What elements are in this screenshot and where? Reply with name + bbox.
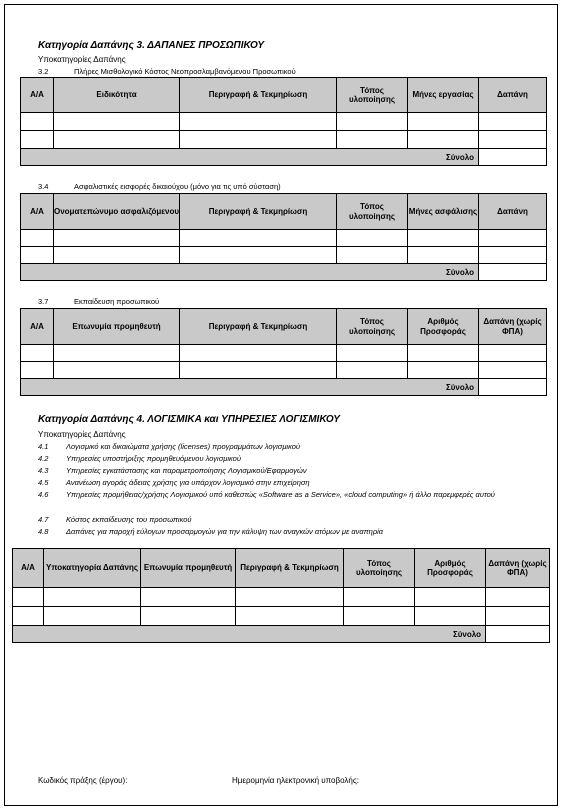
- table-cell[interactable]: [141, 607, 236, 626]
- table-cell[interactable]: [415, 607, 486, 626]
- table-row: [21, 113, 547, 131]
- table-row: [21, 131, 547, 149]
- table-cell[interactable]: [180, 113, 337, 131]
- staff-salary-table: [20, 77, 547, 166]
- subcategory-text: Ανανέωση αγοράς άδειας χρήσης για υπάρχον λογισμικό στην επιχείρηση: [66, 478, 310, 487]
- subcategory-text: Υπηρεσίες προμήθειας/χρήσης Λογισμικού υπό καθεστώς «Software as a Service», «cloud computing» ή άλλο παρεμφερές αυτού: [66, 490, 495, 499]
- table-row: [21, 345, 547, 362]
- subcategory-number: 4.7: [38, 515, 49, 524]
- section-title: Πλήρες Μισθολογικό Κόστος Νεοπροσλαμβανόμενου Προσωπικού: [74, 67, 296, 76]
- table-cell[interactable]: [180, 131, 337, 149]
- total-label: Σύνολο: [21, 379, 479, 396]
- table-row: [21, 247, 547, 264]
- total-label: Σύνολο: [13, 626, 486, 643]
- section-number: 3.4: [38, 182, 49, 191]
- table-cell[interactable]: [344, 607, 415, 626]
- table-cell[interactable]: [21, 247, 54, 264]
- table-cell[interactable]: [13, 607, 44, 626]
- column-header: Περιγραφή & Τεκμηρίωση: [180, 194, 337, 230]
- table-cell[interactable]: [337, 247, 408, 264]
- total-row: [21, 379, 547, 396]
- table-cell[interactable]: [180, 230, 337, 247]
- table-row: [13, 588, 550, 607]
- table-row: [21, 362, 547, 379]
- table-cell[interactable]: [408, 247, 479, 264]
- table-cell[interactable]: [54, 131, 180, 149]
- table-cell[interactable]: [180, 247, 337, 264]
- table-cell[interactable]: [479, 230, 547, 247]
- column-header: Μήνες εργασίας: [408, 78, 479, 113]
- table-cell[interactable]: [236, 607, 344, 626]
- table-cell[interactable]: [486, 588, 550, 607]
- subcategory-text: Λογισμικό και δικαιώματα χρήσης (licenses) προγραμμάτων λογισμικού: [66, 442, 301, 451]
- total-row: [13, 626, 550, 643]
- category-4-subcategories-label: Υποκατηγορίες Δαπάνης: [38, 430, 126, 439]
- table-cell[interactable]: [408, 131, 479, 149]
- insurance-contributions-table: [20, 193, 547, 281]
- table-cell[interactable]: [408, 113, 479, 131]
- total-value-cell[interactable]: [486, 626, 550, 643]
- column-header: Τόπος υλοποίησης: [337, 194, 408, 230]
- table-cell[interactable]: [180, 345, 337, 362]
- table-cell[interactable]: [236, 588, 344, 607]
- subcategory-text: Κόστος εκπαίδευσης του προσωπικού: [66, 515, 192, 524]
- table-cell[interactable]: [21, 345, 54, 362]
- column-header: Περιγραφή & Τεκμηρίωση: [236, 549, 344, 588]
- column-header: Επωνυμία προμηθευτή: [54, 309, 180, 345]
- table-cell[interactable]: [44, 588, 141, 607]
- table-cell[interactable]: [13, 588, 44, 607]
- subcategory-number: 4.6: [38, 490, 49, 499]
- table-cell[interactable]: [54, 362, 180, 379]
- table-cell[interactable]: [479, 113, 547, 131]
- table-cell[interactable]: [21, 362, 54, 379]
- staff-training-table: [20, 308, 547, 396]
- table-cell[interactable]: [337, 362, 408, 379]
- table-cell[interactable]: [415, 588, 486, 607]
- table-cell[interactable]: [21, 113, 54, 131]
- subcategory-text: Υπηρεσίες εγκατάστασης και παραμετροποίησης Λογισμικού/Εφαρμογών: [66, 466, 307, 475]
- column-header: Δαπάνη (χωρίς ΦΠΑ): [486, 549, 550, 588]
- table-cell[interactable]: [180, 362, 337, 379]
- total-value-cell[interactable]: [479, 379, 547, 396]
- column-header: Τόπος υλοποίησης: [337, 309, 408, 345]
- table-header-row: [21, 309, 547, 345]
- total-value-cell[interactable]: [479, 264, 547, 281]
- table-cell[interactable]: [408, 362, 479, 379]
- table-cell[interactable]: [54, 230, 180, 247]
- column-header: Δαπάνη: [479, 194, 547, 230]
- table-header-row: [21, 78, 547, 113]
- column-header: Αριθμός Προσφοράς: [408, 309, 479, 345]
- column-header: Ειδικότητα: [54, 78, 180, 113]
- table-cell[interactable]: [337, 131, 408, 149]
- column-header: Δαπάνη (χωρίς ΦΠΑ): [479, 309, 547, 345]
- column-header: Περιγραφή & Τεκμηρίωση: [180, 78, 337, 113]
- section-title: Εκπαίδευση προσωπικού: [74, 297, 160, 306]
- subcategory-number: 4.1: [38, 442, 49, 451]
- table-cell[interactable]: [337, 345, 408, 362]
- category-4-title: Κατηγορία Δαπάνης 4. ΛΟΓΙΣΜΙΚΑ και ΥΠΗΡΕΣΙΕΣ ΛΟΓΙΣΜΙΚΟΥ: [38, 414, 340, 425]
- table-header-row: [13, 549, 550, 588]
- table-cell[interactable]: [54, 247, 180, 264]
- total-label: Σύνολο: [21, 264, 479, 281]
- table-row: [21, 230, 547, 247]
- software-expenses-table: [12, 548, 550, 643]
- total-label: Σύνολο: [21, 149, 479, 166]
- table-cell[interactable]: [54, 113, 180, 131]
- section-title: Ασφαλιστικές εισφορές δικαιούχου (μόνο για τις υπό σύσταση): [74, 182, 281, 191]
- table-cell[interactable]: [21, 131, 54, 149]
- table-cell[interactable]: [479, 362, 547, 379]
- table-cell[interactable]: [337, 113, 408, 131]
- subcategory-item: [38, 490, 558, 514]
- subcategory-text: Υπηρεσίες υποστήριξης προμηθευόμενου λογισμικού: [66, 454, 241, 463]
- column-header: Α/Α: [21, 309, 54, 345]
- total-row: [21, 264, 547, 281]
- table-cell[interactable]: [479, 345, 547, 362]
- category-3-subcategories-label: Υποκατηγορίες Δαπάνης: [38, 55, 126, 64]
- table-cell[interactable]: [408, 345, 479, 362]
- column-header: Μήνες ασφάλισης: [408, 194, 479, 230]
- column-header: Αριθμός Προσφοράς: [415, 549, 486, 588]
- column-header: Α/Α: [21, 78, 54, 113]
- table-cell[interactable]: [479, 247, 547, 264]
- subcategory-number: 4.8: [38, 527, 49, 536]
- section-number: 3.7: [38, 297, 49, 306]
- table-cell[interactable]: [141, 588, 236, 607]
- subcategory-item: [38, 478, 558, 489]
- table-cell[interactable]: [486, 607, 550, 626]
- total-row: [21, 149, 547, 166]
- subcategory-item: [38, 454, 558, 465]
- subcategory-item: [38, 466, 558, 477]
- subcategory-item: [38, 527, 558, 538]
- column-header: Δαπάνη: [479, 78, 547, 113]
- table-cell[interactable]: [479, 131, 547, 149]
- table-cell[interactable]: [344, 588, 415, 607]
- column-header: Τόπος υλοποίησης: [337, 78, 408, 113]
- section-number: 3.2: [38, 67, 49, 76]
- subcategory-item: [38, 442, 558, 453]
- project-code-label: Κωδικός πράξης (έργου):: [38, 776, 128, 785]
- column-header: Επωνυμία προμηθευτή: [141, 549, 236, 588]
- subcategory-number: 4.2: [38, 454, 49, 463]
- column-header: Υποκατηγορία Δαπάνης: [44, 549, 141, 588]
- subcategory-number: 4.5: [38, 478, 49, 487]
- table-row: [13, 607, 550, 626]
- subcategory-number: 4.3: [38, 466, 49, 475]
- table-cell[interactable]: [337, 230, 408, 247]
- table-cell[interactable]: [54, 345, 180, 362]
- submission-date-label: Ημερομηνία ηλεκτρονική υποβολής:: [232, 776, 359, 785]
- table-header-row: [21, 194, 547, 230]
- column-header: Περιγραφή & Τεκμηρίωση: [180, 309, 337, 345]
- column-header: Α/Α: [21, 194, 54, 230]
- column-header: Τόπος υλοποίησης: [344, 549, 415, 588]
- table-cell[interactable]: [44, 607, 141, 626]
- total-value-cell[interactable]: [479, 149, 547, 166]
- category-3-title: Κατηγορία Δαπάνης 3. ΔΑΠΑΝΕΣ ΠΡΟΣΩΠΙΚΟΥ: [38, 40, 265, 51]
- subcategory-item: [38, 515, 558, 526]
- subcategory-text: Δαπάνες για παροχή εύλογων προσαρμογών για την κάλυψη των αναγκών ατόμων με αναπηρία: [66, 527, 384, 536]
- column-header: Ονοματεπώνυμο ασφαλιζόμενου: [54, 194, 180, 230]
- table-cell[interactable]: [21, 230, 54, 247]
- table-cell[interactable]: [408, 230, 479, 247]
- column-header: Α/Α: [13, 549, 44, 588]
